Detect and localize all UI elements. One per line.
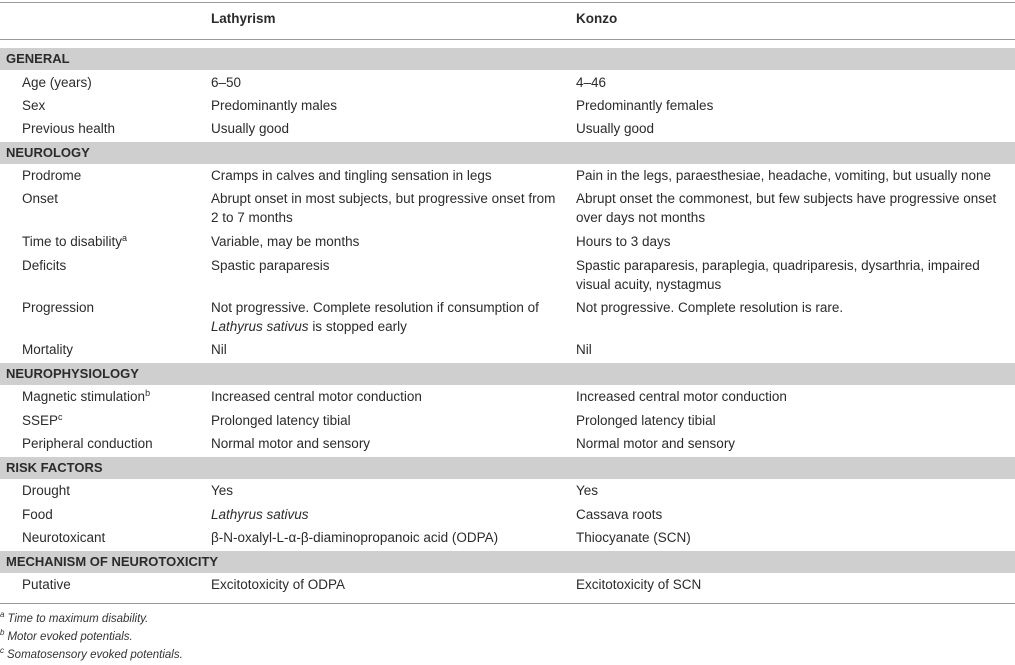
- row-label-text: Magnetic stimulation: [22, 389, 146, 404]
- lathyrism-value: [211, 299, 556, 336]
- footnote-mark: b: [145, 388, 151, 398]
- lathyrism-value: Normal motor and sensory: [211, 436, 371, 451]
- konzo-value: 4–46: [576, 75, 607, 90]
- header-konzo: Konzo: [576, 11, 618, 26]
- lathyrism-value: Increased central motor conduction: [211, 389, 422, 404]
- row-label: Onset: [22, 191, 59, 206]
- footnote-c: [0, 647, 183, 663]
- lathyrism-value: Abrupt onset in most subjects, but progressive onset from 2 to 7 months: [211, 191, 556, 225]
- row-label: [22, 233, 127, 252]
- row-label: Mortality: [22, 342, 74, 357]
- row-label: Previous health: [22, 121, 116, 136]
- konzo-value: Hours to 3 days: [576, 234, 671, 249]
- section-neurophysiology: NEUROPHYSIOLOGY: [0, 363, 1015, 385]
- konzo-value: Excitotoxicity of SCN: [576, 577, 702, 592]
- row-label: Age (years): [22, 75, 92, 90]
- header-lathyrism: Lathyrism: [211, 11, 276, 26]
- row-label: Peripheral conduction: [22, 436, 153, 451]
- row-label: Deficits: [22, 258, 67, 273]
- lathyrism-value: Yes: [211, 483, 234, 498]
- section-neurology: NEUROLOGY: [0, 142, 1015, 164]
- row-label-text: SSEP: [22, 413, 59, 428]
- section-mechanism: MECHANISM OF NEUROTOXICITY: [0, 551, 1015, 573]
- konzo-value: Pain in the legs, paraesthesiae, headache, vomiting, but usually none: [576, 168, 992, 183]
- footnote-mark: c: [0, 646, 4, 655]
- row-label: Putative: [22, 577, 71, 592]
- konzo-value: Cassava roots: [576, 507, 663, 522]
- lathyrism-value: Lathyrus sativus: [211, 507, 309, 522]
- footnote-text: Time to maximum disability.: [7, 613, 149, 625]
- row-label: Sex: [22, 98, 46, 113]
- konzo-value: Predominantly females: [576, 98, 714, 113]
- row-label: Food: [22, 507, 53, 522]
- section-risk-factors: RISK FACTORS: [0, 457, 1015, 479]
- konzo-value: Spastic paraparesis, paraplegia, quadriparesis, dysarthria, impaired visual acuity, nystagmus: [576, 258, 980, 292]
- row-label: Neurotoxicant: [22, 530, 106, 545]
- row-label: Prodrome: [22, 168, 82, 183]
- lathyrism-value: Variable, may be months: [211, 234, 360, 249]
- lathyrism-value: Cramps in calves and tingling sensation in legs: [211, 168, 492, 183]
- konzo-value: Nil: [576, 342, 592, 357]
- konzo-value: Yes: [576, 483, 599, 498]
- row-label: Progression: [22, 300, 95, 315]
- konzo-value: Normal motor and sensory: [576, 436, 736, 451]
- konzo-value: Not progressive. Complete resolution is rare.: [576, 300, 844, 315]
- footnote-a: [0, 611, 148, 627]
- footnote-text: Motor evoked potentials.: [7, 631, 133, 643]
- row-label-text: Time to disability: [22, 234, 123, 249]
- lathyrism-value: Usually good: [211, 121, 290, 136]
- row-label: [22, 388, 150, 407]
- lathyrism-value: Predominantly males: [211, 98, 338, 113]
- footnote-text: Somatosensory evoked potentials.: [7, 649, 183, 661]
- progression-text-end: is stopped early: [312, 318, 407, 334]
- footnote-mark: c: [58, 412, 63, 422]
- footnote-mark: a: [0, 610, 5, 619]
- header-rule: [0, 39, 1015, 40]
- footnote-mark: b: [0, 628, 5, 637]
- footnote-b: [0, 629, 133, 645]
- table-bottom-rule: [0, 603, 1015, 604]
- lathyrism-value: 6–50: [211, 75, 242, 90]
- species-name: Lathyrus sativus: [211, 318, 309, 334]
- row-label: [22, 412, 63, 431]
- lathyrism-value: Nil: [211, 342, 227, 357]
- progression-text: Not progressive. Complete resolution if consumption of: [211, 300, 539, 315]
- table-top-rule: [0, 2, 1015, 3]
- konzo-value: Increased central motor conduction: [576, 389, 787, 404]
- lathyrism-value: Spastic paraparesis: [211, 258, 330, 273]
- lathyrism-value: Prolonged latency tibial: [211, 413, 351, 428]
- konzo-value: Thiocyanate (SCN): [576, 530, 691, 545]
- konzo-value: Usually good: [576, 121, 655, 136]
- konzo-value: Prolonged latency tibial: [576, 413, 716, 428]
- lathyrism-value: β-N-oxalyl-L-α-β-diaminopropanoic acid (ODPA): [211, 530, 499, 545]
- section-general: GENERAL: [0, 48, 1015, 70]
- lathyrism-value: Excitotoxicity of ODPA: [211, 577, 346, 592]
- footnote-mark: a: [122, 233, 128, 243]
- row-label: Drought: [22, 483, 71, 498]
- konzo-value: Abrupt onset the commonest, but few subjects have progressive onset over days not months: [576, 191, 997, 225]
